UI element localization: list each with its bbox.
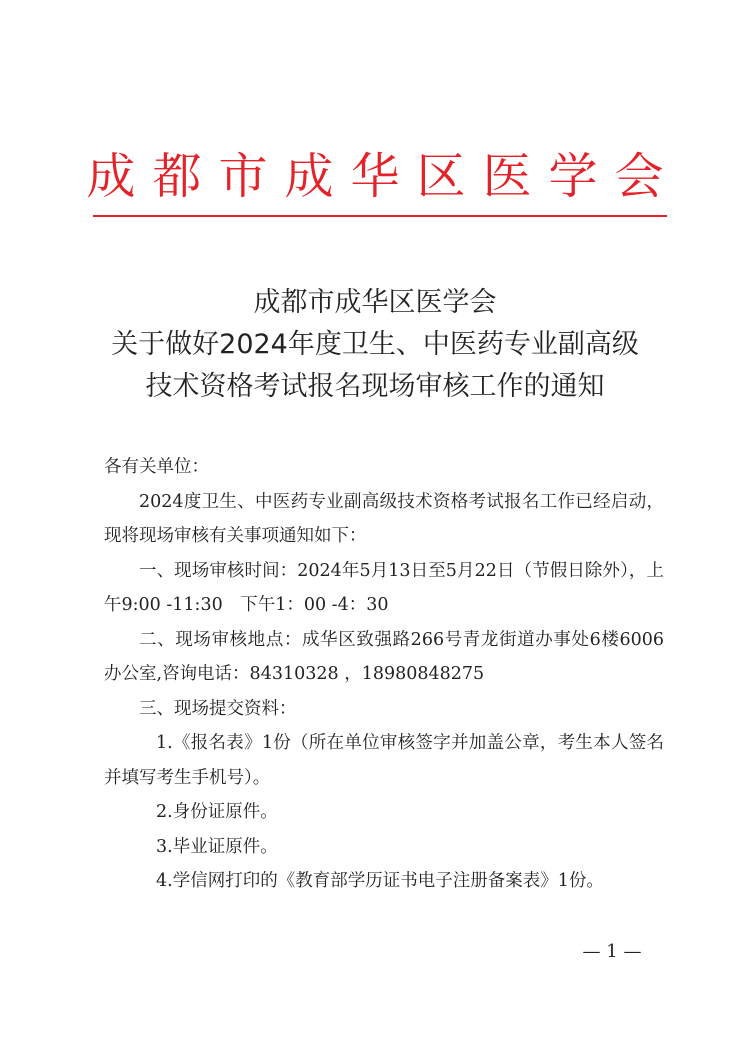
- material-item: 1.《报名表》1份（所在单位审核签字并加盖公章，考生本人签名并填写考生手机号）。: [104, 733, 664, 788]
- masthead-title: 成都市成华区医学会: [86, 148, 681, 205]
- notice-body: [104, 450, 664, 899]
- item-materials-heading: 三、现场提交资料：: [139, 698, 297, 719]
- intro-paragraph: 2024度卫生、中医药专业副高级技术资格考试报名工作已经启动，现将现场审核有关事项通知如下：: [104, 491, 664, 546]
- item-time: 一、现场审核时间：2024年5月13日至5月22日（节假日除外），上午9:00 -11:30 下午1：00 -4：30: [104, 560, 664, 615]
- salutation: 各有关单位：: [104, 457, 209, 477]
- notice-title-line: 关于做好2024年度卫生、中医药专业副高级: [111, 329, 639, 360]
- material-item: 2.身份证原件。: [156, 802, 278, 822]
- masthead-divider: [93, 215, 667, 217]
- material-item: 3.毕业证原件。: [156, 836, 278, 857]
- page-number: — 1 —: [582, 941, 642, 962]
- material-item: 4.学信网打印的《教育部学历证书电子注册备案表》1份。: [156, 871, 604, 891]
- notice-title-line: 技术资格考试报名现场审核工作的通知: [145, 371, 605, 402]
- item-location: 二、现场审核地点：成华区致强路266号青龙街道办事处6楼6006办公室,咨询电话：84310328 ，18980848275: [104, 629, 664, 684]
- notice-title: [0, 282, 750, 408]
- notice-title-line: 成都市成华区医学会: [253, 287, 497, 318]
